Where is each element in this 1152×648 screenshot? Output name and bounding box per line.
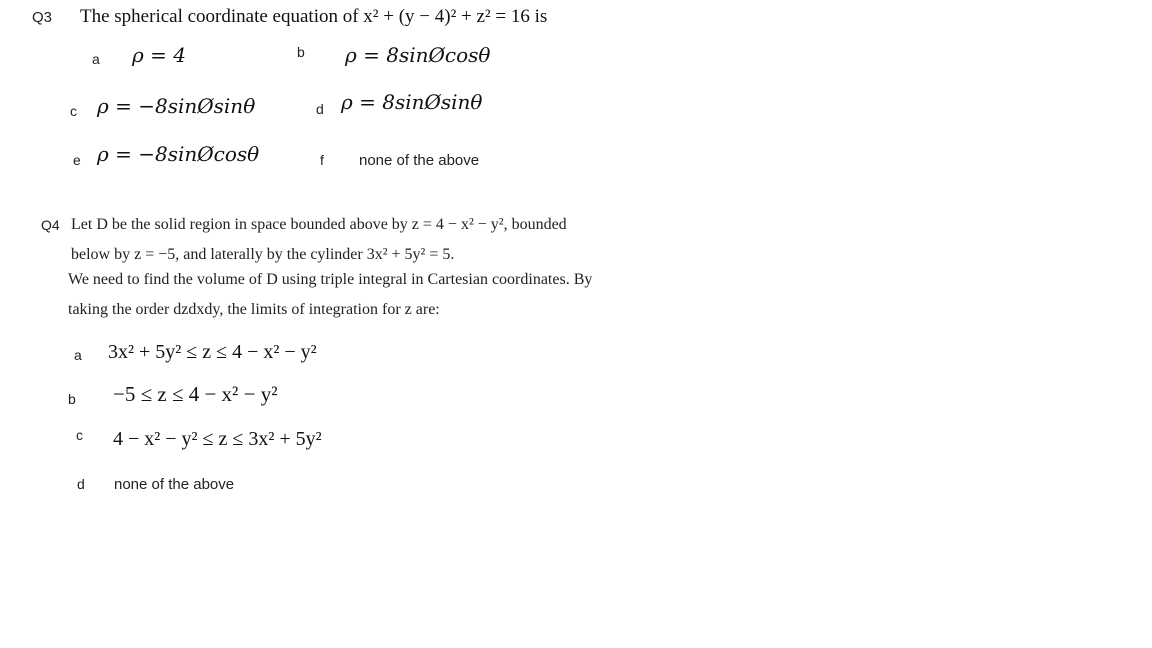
q3-option-b-letter: b — [297, 44, 305, 60]
q3-option-a-letter: a — [92, 51, 100, 67]
q3-option-d[interactable]: ρ = 8sinØsinθ — [341, 90, 483, 114]
q4-option-d-letter: d — [77, 476, 85, 492]
q4-text-line-3: We need to find the volume of D using triple integral in Cartesian coordinates. By — [68, 271, 593, 288]
q3-option-a[interactable]: ρ = 4 — [132, 43, 186, 67]
q3-option-c[interactable]: ρ = −8sinØsinθ — [97, 94, 256, 118]
q3-question: The spherical coordinate equation of x² + (y − 4)² + z² = 16 is — [80, 6, 548, 27]
q3-option-d-letter: d — [316, 101, 324, 117]
q4-option-a-letter: a — [74, 347, 82, 363]
q4-text-line-4: taking the order dzdxdy, the limits of integration for z are: — [68, 301, 440, 318]
q3-option-c-letter: c — [70, 103, 77, 119]
q4-option-c-letter: c — [76, 427, 83, 443]
q4-label: Q4 — [41, 217, 60, 233]
q4-text-line-1: Let D be the solid region in space bounded above by z = 4 − x² − y², bounded — [71, 216, 567, 233]
q3-option-e-letter: e — [73, 152, 81, 168]
q4-option-b[interactable]: −5 ≤ z ≤ 4 − x² − y² — [113, 382, 278, 406]
q4-text-line-2: below by z = −5, and laterally by the cylinder 3x² + 5y² = 5. — [71, 246, 455, 263]
q3-label: Q3 — [32, 9, 53, 26]
q4-option-b-letter: b — [68, 391, 76, 407]
q3-option-e[interactable]: ρ = −8sinØcosθ — [97, 142, 260, 166]
q3-option-f[interactable]: none of the above — [359, 152, 480, 169]
q3-option-f-letter: f — [320, 152, 324, 168]
q4-option-d[interactable]: none of the above — [114, 476, 235, 493]
q4-option-a[interactable]: 3x² + 5y² ≤ z ≤ 4 − x² − y² — [108, 341, 317, 363]
q3-option-b[interactable]: ρ = 8sinØcosθ — [345, 43, 491, 67]
q4-option-c[interactable]: 4 − x² − y² ≤ z ≤ 3x² + 5y² — [113, 428, 322, 450]
